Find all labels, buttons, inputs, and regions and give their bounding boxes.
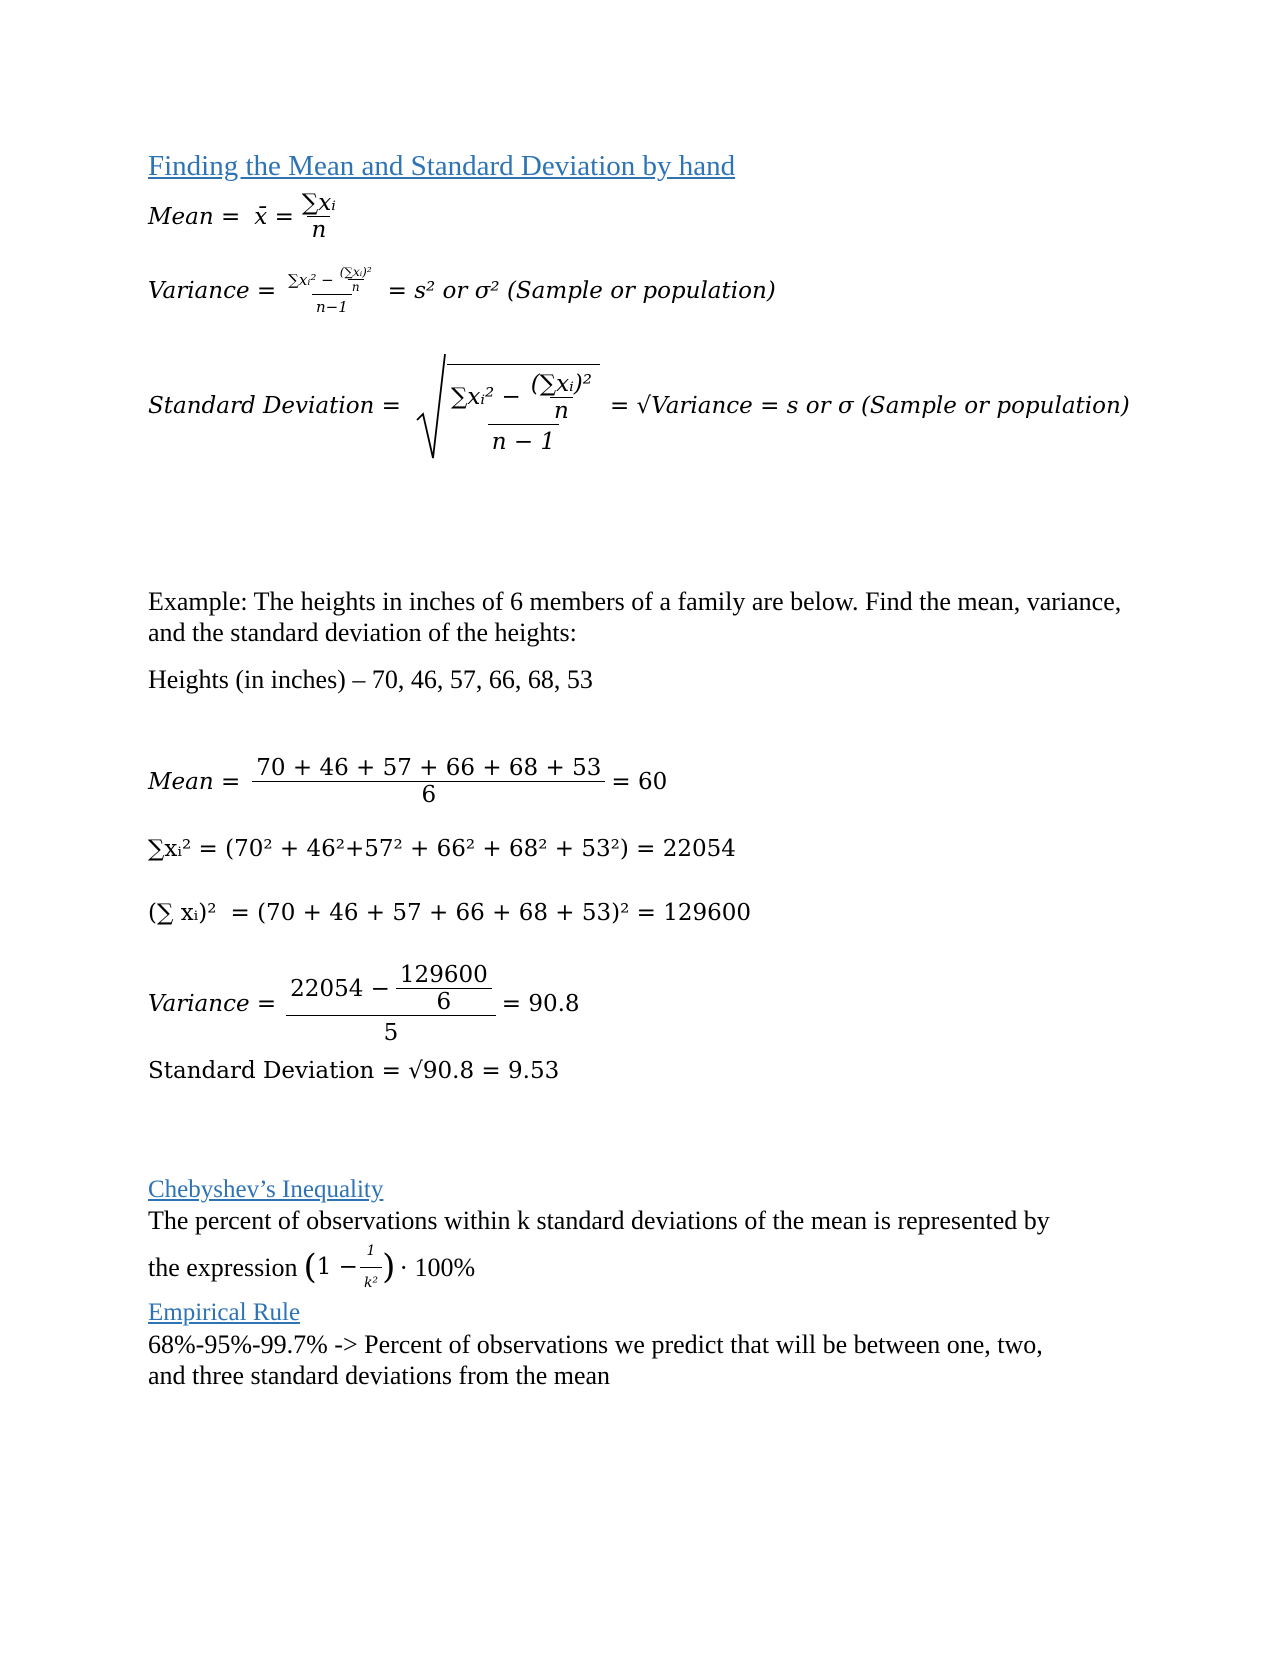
empirical-line-1: 68%-95%-99.7% -> Percent of observations we predict that will be between one, two, [148, 1330, 1043, 1359]
mean-fraction [298, 190, 340, 243]
square-of-sum-rhs: = (70 + 46 + 57 + 66 + 68 + 53)² = 129600 [230, 900, 752, 926]
radical-sign-icon [415, 350, 447, 462]
sd-denominator: n − 1 [488, 424, 559, 455]
chebyshev-paren-open: ( [303, 1247, 317, 1287]
sd-inner-fraction [527, 371, 596, 424]
variance-fraction [284, 265, 379, 316]
variance-denominator: n−1 [312, 294, 352, 316]
chebyshev-frac-num: 1 [366, 1243, 376, 1259]
sd-rhs: = √Variance = s or σ (Sample or population) [609, 393, 1130, 419]
mean-example [148, 755, 667, 808]
chebyshev-expression [148, 1236, 475, 1299]
sd-example: Standard Deviation = √90.8 = 9.53 [148, 1058, 560, 1084]
variance-inner-fraction [336, 265, 376, 294]
variance-example-fraction [286, 962, 496, 1046]
variance-label: Variance = [148, 277, 277, 304]
sd-radicand [447, 364, 600, 455]
mean-example-fraction [252, 755, 605, 808]
variance-example-label: Variance = [148, 991, 277, 1017]
mean-example-result: = 60 [611, 768, 668, 795]
variance-example-result: = 90.8 [501, 991, 580, 1017]
variance-example-den: 5 [286, 1015, 496, 1046]
variance-example-num-a: 22054 − [290, 975, 390, 1002]
empirical-line-2: and three standard deviations from the mean [148, 1361, 611, 1390]
example-intro: Example: The heights in inches of 6 members of a family are below. Find the mean, variance, and the standard deviation of the heights: [148, 587, 1122, 647]
mean-numerator: ∑xᵢ [301, 190, 336, 216]
variance-num-a: ∑xᵢ² − [288, 270, 334, 289]
square-of-sum-lhs: (∑ xᵢ)² [148, 900, 217, 926]
sd-fraction [447, 371, 600, 455]
square-of-sum [148, 900, 751, 926]
chebyshev-fraction [360, 1236, 382, 1299]
chebyshev-text: The percent of observations within k standard deviations of the mean is represented by [148, 1206, 1050, 1235]
chebyshev-frac-den: k² [360, 1267, 382, 1299]
sd-inner-den: n [550, 397, 573, 424]
chebyshev-expr-lead: the expression [148, 1253, 298, 1282]
mean-denominator: n [307, 216, 330, 243]
sd-numerator [447, 371, 600, 424]
variance-inner-den: n [348, 279, 364, 294]
sum-of-squares: ∑xᵢ² = (70² + 46²+57² + 66² + 68² + 53²) = 22054 [148, 836, 736, 862]
variance-example [148, 962, 580, 1046]
variance-example-inner-fraction [396, 962, 492, 1015]
page-title: Finding the Mean and Standard Deviation by hand [148, 150, 736, 182]
mean-example-den: 6 [252, 781, 605, 808]
variance-inner-num: (∑xᵢ)² [339, 265, 372, 279]
mean-example-num: 70 + 46 + 57 + 66 + 68 + 53 [256, 755, 602, 781]
mean-formula [148, 190, 340, 243]
chebyshev-expr-tail: · 100% [399, 1253, 476, 1282]
heights-list: Heights (in inches) – 70, 46, 57, 66, 68, 53 [148, 665, 593, 694]
variance-example-inner-num: 129600 [399, 962, 488, 988]
mean-example-label: Mean = [148, 768, 241, 795]
empirical-heading[interactable]: Empirical Rule [148, 1299, 301, 1326]
sd-num-a: ∑xᵢ² − [450, 384, 521, 410]
variance-numerator [284, 265, 379, 294]
chebyshev-heading[interactable]: Chebyshev’s Inequality [148, 1176, 384, 1203]
mean-xbar: x̄ = [254, 203, 294, 230]
variance-formula [148, 265, 776, 316]
chebyshev-paren-close: ) [382, 1247, 396, 1287]
sd-inner-num: (∑xᵢ)² [530, 370, 592, 397]
mean-label: Mean = [148, 203, 241, 230]
variance-example-inner-den: 6 [396, 988, 492, 1015]
variance-example-num [286, 962, 496, 1015]
chebyshev-one: 1 − [316, 1254, 358, 1280]
sd-formula [148, 350, 1130, 462]
variance-rhs: = s² or σ² (Sample or population) [387, 277, 776, 304]
sd-label: Standard Deviation = [148, 393, 401, 419]
